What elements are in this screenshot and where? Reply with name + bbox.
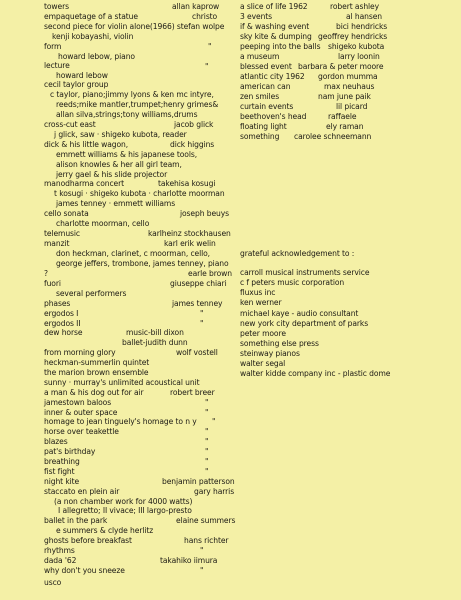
artist-name: larry loonin <box>338 52 380 61</box>
artist-name: gordon mumma <box>318 72 378 81</box>
ditto-mark: " <box>205 408 209 417</box>
work-title: heckman-summerlin quintet <box>44 358 150 367</box>
performer-line: c taylor, piano;jimmy lyons & ken mc intyre, <box>50 90 214 99</box>
acknowledgement-item: carroll musical instruments service <box>240 268 370 277</box>
work-title: dew horse <box>44 328 83 337</box>
performer-line: howard lebow, piano <box>58 52 135 61</box>
acknowledgement-heading: grateful acknowledgement to : <box>240 249 355 258</box>
acknowledgement-item: c f peters music corporation <box>240 278 345 287</box>
ditto-mark: " <box>205 437 209 446</box>
work-title: second piece for violin alone(1966) stefan wolpe <box>44 22 225 31</box>
work-title: ? <box>44 269 48 278</box>
work-title: form <box>44 42 62 51</box>
ditto-mark: " <box>208 42 212 51</box>
work-title: cross-cut east <box>44 120 96 129</box>
artist-name: allan kaprow <box>172 2 220 11</box>
artist-name: joseph beuys <box>180 209 229 218</box>
work-title: a slice of life 1962 <box>240 2 308 11</box>
artist-name: takehisa kosugi <box>158 179 216 188</box>
artist-name: benjamin patterson <box>162 477 235 486</box>
work-title: towers <box>44 2 69 11</box>
artist-name: takahiko iimura <box>160 556 218 565</box>
artist-name: shigeko kubota <box>328 42 385 51</box>
work-title: telemusic <box>44 229 80 238</box>
work-title: something <box>240 132 280 141</box>
work-title: beethoven's head <box>240 112 307 121</box>
work-title: horse over teakettle <box>44 427 119 436</box>
artist-name: christo <box>192 12 218 21</box>
work-title: jamestown baloos <box>44 398 112 407</box>
work-title: dick & his little wagon, <box>44 140 129 149</box>
work-title: cecil taylor group <box>44 80 109 89</box>
artist-name: hans richter <box>184 536 229 545</box>
acknowledgement-item: peter moore <box>240 329 286 338</box>
work-title: why don't you sneeze <box>44 566 125 575</box>
work-title: inner & outer space <box>44 408 118 417</box>
ditto-mark: " <box>200 319 204 328</box>
performer-line: howard lebow <box>56 71 108 80</box>
work-title: phases <box>44 299 71 308</box>
work-title: blessed event <box>240 62 292 71</box>
work-title: manzit <box>44 239 70 248</box>
work-title: sky kite & dumping <box>240 32 312 41</box>
work-title: fuori <box>44 279 61 288</box>
ditto-mark: " <box>205 467 209 476</box>
work-title: dada '62 <box>44 556 77 565</box>
artist-name: ballet-judith dunn <box>122 338 188 347</box>
work-title: cello sonata <box>44 209 89 218</box>
performer-line: kenji kobayashi, violin <box>52 32 134 41</box>
acknowledgement-item: new york city department of parks <box>240 319 369 328</box>
artist-name: ely raman <box>326 122 364 131</box>
work-title: fist fight <box>44 467 75 476</box>
artist-name: lil picard <box>336 102 368 111</box>
work-title: a man & his dog out for air <box>44 388 144 397</box>
work-title: a museum <box>240 52 280 61</box>
artist-name: al hansen <box>346 12 382 21</box>
ditto-mark: " <box>205 62 209 71</box>
acknowledgement-item: ken werner <box>240 298 282 307</box>
performer-line: (a non chamber work for 4000 watts) <box>54 497 193 506</box>
artist-name: dick higgins <box>170 140 215 149</box>
artist-name: raffaele <box>328 112 357 121</box>
work-title: american can <box>240 82 291 91</box>
ditto-mark: " <box>205 427 209 436</box>
acknowledgement-item: walter kidde company inc - plastic dome <box>240 369 391 378</box>
artist-name: james tenney <box>172 299 223 308</box>
work-title: zen smiles <box>240 92 280 101</box>
artist-name: max neuhaus <box>324 82 375 91</box>
work-title: curtain events <box>240 102 294 111</box>
performer-line: allan silva,strings;tony williams,drums <box>56 110 198 119</box>
work-title: ergodos II <box>44 319 81 328</box>
artist-name: bici hendricks <box>336 22 388 31</box>
work-title: ballet in the park <box>44 516 108 525</box>
work-title: blazes <box>44 437 68 446</box>
artist-name: barbara & peter moore <box>298 62 384 71</box>
ditto-mark: " <box>200 566 204 575</box>
work-title: ergodos I <box>44 309 79 318</box>
acknowledgement-item: walter segal <box>240 359 286 368</box>
artist-name: elaine summers <box>176 516 236 525</box>
performer-line: several performers <box>56 289 127 298</box>
work-title: lecture <box>44 61 70 70</box>
acknowledgement-item: michael kaye - audio consultant <box>240 309 359 318</box>
acknowledgement-item: something else press <box>240 339 319 348</box>
performer-line: t kosugi · shigeko kubota · charlotte moorman <box>54 189 225 198</box>
work-title: the marion brown ensemble <box>44 368 149 377</box>
performer-line: james tenney · emmett williams <box>56 199 176 208</box>
ditto-mark: " <box>212 417 216 426</box>
ditto-mark: " <box>205 398 209 407</box>
artist-name: giuseppe chiari <box>170 279 227 288</box>
artist-name: nam june paik <box>318 92 371 101</box>
work-title: night kite <box>44 477 80 486</box>
work-title: manodharma concert <box>44 179 125 188</box>
artist-name: geoffrey hendricks <box>318 32 388 41</box>
work-title: usco <box>44 578 62 587</box>
work-title: atlantic city 1962 <box>240 72 305 81</box>
work-title: if & washing event <box>240 22 310 31</box>
artist-name: wolf vostell <box>176 348 218 357</box>
acknowledgement-item: steinway pianos <box>240 349 300 358</box>
artist-name: karlheinz stockhausen <box>148 229 231 238</box>
performer-line: emmett williams & his japanese tools, <box>56 150 198 159</box>
performer-line: charlotte moorman, cello <box>56 219 150 228</box>
artist-name: gary harris <box>194 487 235 496</box>
work-title: breathing <box>44 457 80 466</box>
performer-line: reeds;mike mantler,trumpet;henry grimes& <box>56 100 219 109</box>
ditto-mark: " <box>205 447 209 456</box>
artist-name: robert ashley <box>330 2 380 11</box>
artist-name: karl erik welin <box>164 239 216 248</box>
performer-line: alison knowles & her all girl team, <box>56 160 182 169</box>
work-title: floating light <box>240 122 287 131</box>
performer-line: don heckman, clarinet, c moorman, cello, <box>56 249 210 258</box>
artist-name: earle brown <box>188 269 232 278</box>
work-title: rhythms <box>44 546 75 555</box>
ditto-mark: " <box>200 309 204 318</box>
work-title: staccato en plein air <box>44 487 120 496</box>
performer-line: I allegretto; II vivace; III largo-presto <box>58 506 192 515</box>
ditto-mark: " <box>200 546 204 555</box>
performer-line: e summers & clyde herlitz <box>56 526 154 535</box>
work-title: from morning glory <box>44 348 116 357</box>
work-title: homage to jean tinguely's homage to n y <box>44 417 197 426</box>
work-title: ghosts before breakfast <box>44 536 132 545</box>
work-title: 3 events <box>240 12 273 21</box>
work-title: pat's birthday <box>44 447 96 456</box>
work-title: sunny · murray's unlimited acoustical unit <box>44 378 200 387</box>
artist-name: robert breer <box>170 388 215 397</box>
artist-name: music-bill dixon <box>126 328 184 337</box>
artist-name: carolee schneemann <box>294 132 372 141</box>
performer-line: jerry gael & his slide projector <box>56 170 168 179</box>
artist-name: jacob glick <box>174 120 214 129</box>
ditto-mark: " <box>205 457 209 466</box>
performer-line: j glick, saw · shigeko kubota, reader <box>54 130 187 139</box>
work-title: empaquetage of a statue <box>44 12 138 21</box>
performer-line: george jeffers, trombone, james tenney, piano <box>56 259 229 268</box>
work-title: peeping into the balls <box>240 42 321 51</box>
acknowledgement-item: fluxus inc <box>240 288 276 297</box>
